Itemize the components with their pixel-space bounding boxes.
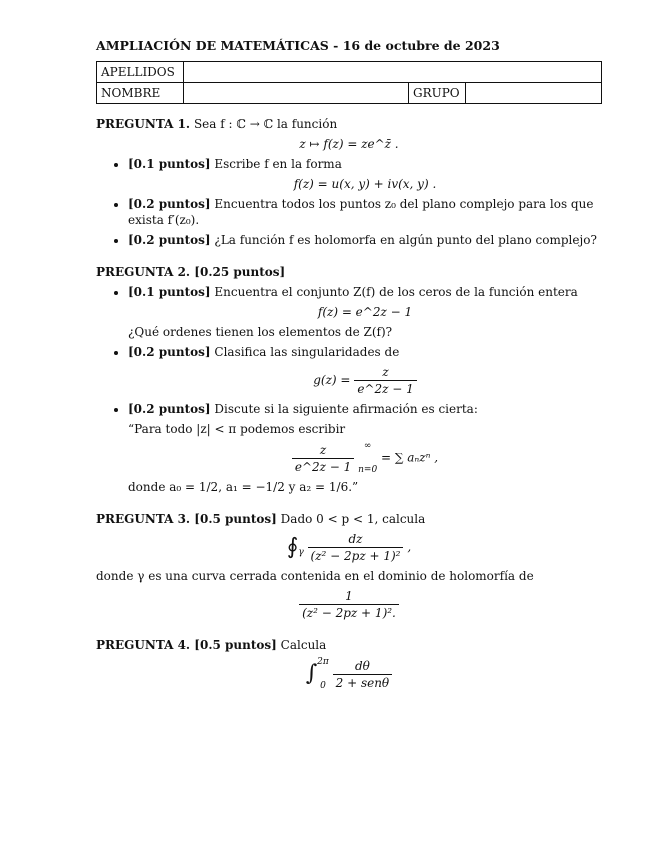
contour-label: γ: [298, 547, 304, 558]
q3-fraction: [308, 531, 404, 564]
q2-item-1-points: [0.1 puntos]: [128, 285, 211, 299]
question-3: [96, 511, 602, 621]
q1-item-3-text: ¿La función f es holomorfa en algún punto del plano complejo?: [214, 233, 597, 247]
question-2: [96, 264, 602, 495]
q2-item-3: [128, 401, 602, 495]
q2-item-1-followup: ¿Qué ordenes tienen los elementos de Z(f)?: [128, 325, 393, 339]
grupo-field[interactable]: [466, 83, 602, 104]
student-info-table: [96, 61, 602, 104]
q2-item-3-equation: [128, 441, 602, 475]
q4-denominator: 2 + senθ: [335, 675, 390, 690]
q2-item-3-text: Discute si la siguiente afirmación es cierta:: [214, 402, 478, 416]
q1-item-2-text: Encuentra todos los puntos z₀ del plano complejo para los que exista f′(z₀).: [128, 197, 594, 227]
apellidos-field[interactable]: [184, 62, 602, 83]
q3-comma: ,: [407, 540, 412, 554]
q2-item-2-points: [0.2 puntos]: [128, 345, 211, 359]
q1-equation: z ↦ f(z) = ze^z̄ .: [299, 137, 399, 151]
q4-heading: PREGUNTA 4. [0.5 puntos]: [96, 638, 277, 652]
q2-item-2-text: Clasifica las singularidades de: [214, 345, 400, 359]
q3-numerator: dz: [308, 531, 404, 548]
integral-sign: ∫: [305, 661, 318, 686]
q3-integral: [96, 531, 602, 564]
exam-title: AMPLIACIÓN DE MATEMÁTICAS - 16 de octubre de 2023: [96, 38, 500, 53]
q2-heading: PREGUNTA 2. [0.25 puntos]: [96, 265, 286, 279]
exam-page: [96, 38, 602, 695]
q3-intro: Dado 0 < p < 1, calcula: [280, 512, 426, 526]
integral-lower-limit: 0: [320, 681, 326, 691]
grupo-label: GRUPO: [409, 83, 466, 104]
q2-item-3-fraction: [292, 442, 354, 475]
q1-item-3: [128, 232, 602, 248]
q2-item-3-points: [0.2 puntos]: [128, 402, 211, 416]
q2-items: [96, 284, 602, 495]
sum-limits: [358, 441, 377, 475]
sum-gap: [358, 451, 377, 465]
q2-item-2-denominator: e^2z − 1: [357, 382, 414, 396]
q2-item-1-text: Encuentra el conjunto Z(f) de los ceros de la función entera: [214, 285, 578, 299]
q4-numerator: dθ: [333, 658, 393, 675]
q3-denominator-2: (z² − 2pz + 1)².: [302, 606, 396, 620]
q3-fraction-2: [299, 588, 399, 621]
nombre-field[interactable]: [184, 83, 409, 104]
q1-items: [96, 156, 602, 248]
q1-intro: Sea f : ℂ → ℂ la función: [193, 117, 338, 131]
q3-heading: PREGUNTA 3. [0.5 puntos]: [96, 512, 277, 526]
q3-numerator-2: 1: [299, 588, 399, 605]
sum-upper-limit: ∞: [363, 441, 372, 451]
q1-item-2-points: [0.2 puntos]: [128, 197, 211, 211]
q2-item-2-numerator: z: [354, 364, 416, 381]
q1-item-3-points: [0.2 puntos]: [128, 233, 211, 247]
question-4: [96, 637, 602, 691]
integral-upper-limit: 2π: [317, 657, 329, 667]
q4-fraction: [333, 658, 393, 691]
contour-integral-sign: ∮: [286, 534, 299, 560]
integral-gap: [317, 667, 329, 681]
q1-item-1-text: Escribe f en la forma: [214, 157, 342, 171]
q3-function: [96, 588, 602, 621]
q1-item-2: [128, 196, 602, 228]
q4-integral: [96, 657, 602, 691]
apellidos-label: APELLIDOS: [97, 62, 184, 83]
q2-item-2-lhs: g(z) =: [313, 373, 351, 387]
q2-item-2: [128, 344, 602, 397]
sum-lower-limit: n=0: [358, 465, 378, 475]
q2-item-3-end: donde a₀ = 1/2, a₁ = −1/2 y a₂ = 1/6.”: [128, 480, 359, 494]
q1-item-1: [128, 156, 602, 192]
q2-item-3-denominator: e^2z − 1: [294, 459, 352, 474]
sum-expression: = ∑ aₙzⁿ ,: [381, 450, 439, 465]
q2-item-2-fraction: [354, 364, 416, 397]
q1-item-1-equation: f(z) = u(x, y) + iv(x, y) .: [293, 177, 437, 191]
q2-item-1-equation: f(z) = e^2z − 1: [317, 305, 413, 319]
q2-item-1: [128, 284, 602, 340]
integral-limits: [317, 657, 329, 691]
question-1: [96, 116, 602, 248]
q3-denominator: (z² − 2pz + 1)²: [310, 549, 401, 563]
q4-intro: Calcula: [280, 638, 327, 652]
nombre-label: NOMBRE: [97, 83, 184, 104]
q2-item-3-quote: “Para todo |z| < π podemos escribir: [128, 422, 346, 436]
q3-mid-text: donde γ es una curva cerrada contenida en el dominio de holomorfía de: [96, 569, 534, 583]
q1-item-1-points: [0.1 puntos]: [128, 157, 211, 171]
q2-item-3-numerator: z: [292, 442, 354, 459]
q1-heading: PREGUNTA 1.: [96, 117, 191, 131]
q2-item-2-equation: [128, 364, 602, 397]
